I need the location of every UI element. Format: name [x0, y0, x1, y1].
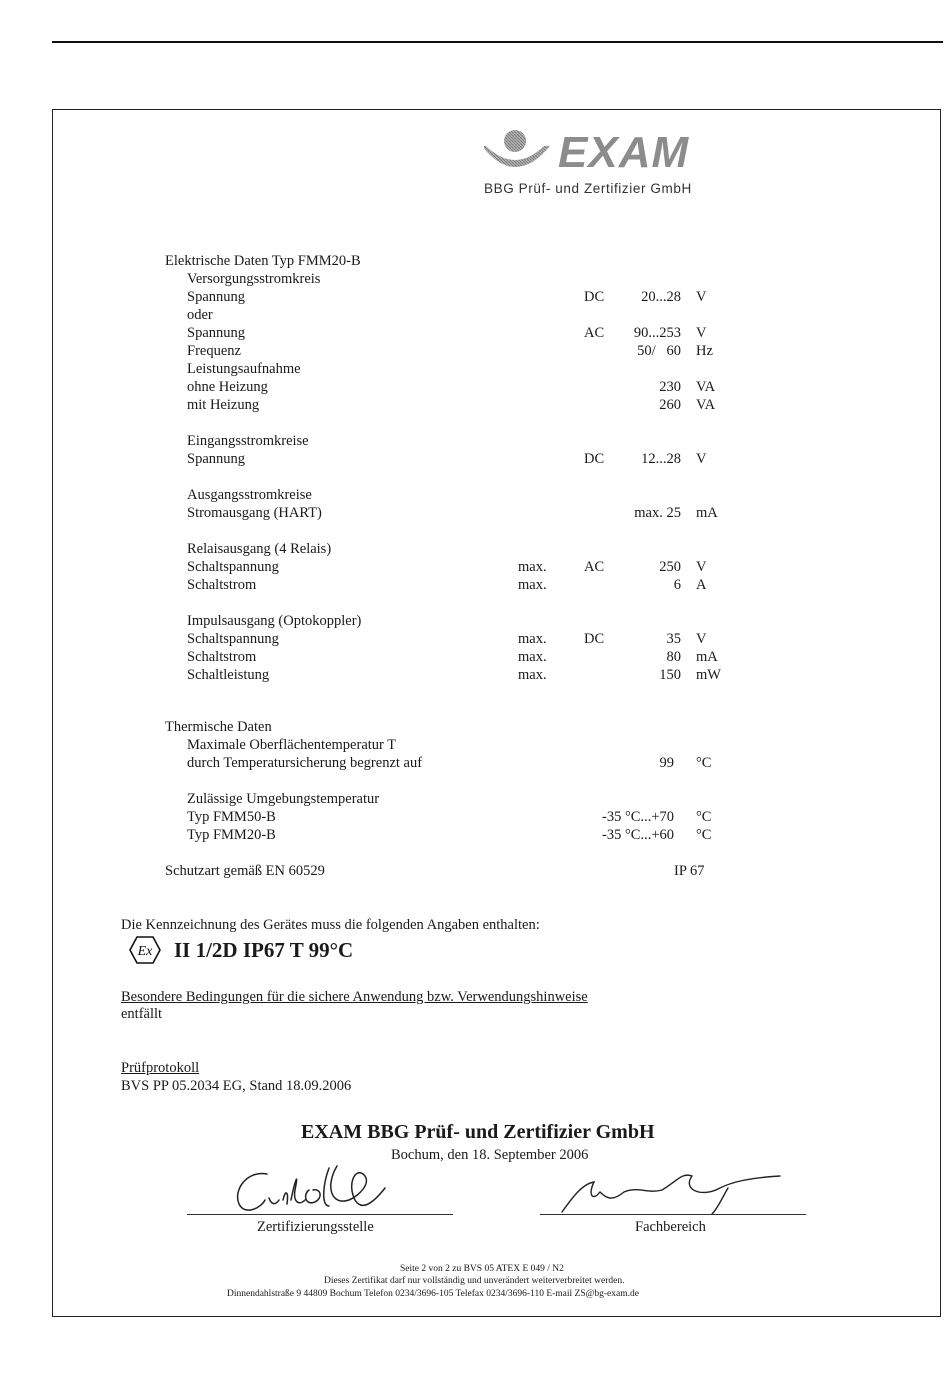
footer-notice: Dieses Zertifikat darf nur vollständig und unverändert weiterverbreitet werden.	[324, 1276, 625, 1286]
electrical-row-unit: mA	[696, 649, 718, 665]
electrical-row-label: Relaisausgang (4 Relais)	[187, 541, 332, 557]
thermal-row-value: 99	[659, 755, 674, 771]
ex-hexagon-icon	[128, 935, 162, 965]
issuer-place-date: Bochum, den 18. September 2006	[391, 1147, 589, 1163]
electrical-row-value: 6	[673, 577, 681, 593]
electrical-row-label: Schaltstrom	[187, 577, 257, 593]
electrical-row-unit: V	[696, 631, 707, 647]
electrical-row-type: AC	[584, 325, 605, 341]
electrical-row-label: Schaltstrom	[187, 649, 257, 665]
electrical-row-label: Spannung	[187, 325, 245, 341]
electrical-row-label: Eingangsstromkreise	[187, 433, 309, 449]
electrical-row-value: 80	[666, 649, 681, 665]
electrical-row-qualifier: max.	[518, 577, 547, 593]
logo-wordmark: EXAM	[558, 128, 690, 177]
signature-left	[225, 1160, 405, 1222]
electrical-row-label: Frequenz	[187, 343, 241, 359]
electrical-row-label: Schaltspannung	[187, 631, 279, 647]
electrical-row-label: Spannung	[187, 289, 245, 305]
electrical-row-unit: VA	[696, 379, 716, 395]
electrical-row-type: DC	[584, 289, 605, 305]
electrical-row-unit: V	[696, 289, 707, 305]
thermal-row-unit: °C	[696, 827, 712, 843]
electrical-row-unit: V	[696, 451, 707, 467]
electrical-row-unit: V	[696, 325, 707, 341]
thermal-row-unit: °C	[696, 809, 712, 825]
electrical-row-value: 260	[659, 397, 681, 413]
electrical-row-value: 250	[659, 559, 681, 575]
electrical-row-label: Spannung	[187, 451, 245, 467]
electrical-row-qualifier: max.	[518, 559, 547, 575]
electrical-row-type: DC	[584, 631, 605, 647]
electrical-row-unit: A	[696, 577, 707, 593]
thermal-row-label: Maximale Oberflächentemperatur T	[187, 737, 397, 753]
protection-label: Schutzart gemäß EN 60529	[165, 863, 325, 879]
electrical-row-unit: V	[696, 559, 707, 575]
electrical-row-qualifier: max.	[518, 667, 547, 683]
electrical-row-label: Schaltspannung	[187, 559, 279, 575]
electrical-row-unit: mA	[696, 505, 718, 521]
signature-right-label: Fachbereich	[635, 1219, 706, 1235]
conditions-heading: Besondere Bedingungen für die sichere Anwendung bzw. Verwendungshinweise	[121, 989, 588, 1005]
exam-logo-icon	[484, 128, 554, 182]
marking-intro: Die Kennzeichnung des Gerätes muss die folgenden Angaben enthalten:	[121, 917, 540, 933]
electrical-row-label: oder	[187, 307, 213, 323]
signature-line-right	[540, 1214, 806, 1215]
thermal-row-label: durch Temperatursicherung begrenzt auf	[187, 755, 423, 771]
electrical-row-value: 50/ 60	[637, 343, 681, 359]
marking-code: II 1/2D IP67 T 99°C	[174, 938, 354, 962]
electrical-row-label: ohne Heizung	[187, 379, 268, 395]
electrical-row-qualifier: max.	[518, 631, 547, 647]
electrical-row-value: max. 25	[634, 505, 681, 521]
footer-page-ref: Seite 2 von 2 zu BVS 05 ATEX E 049 / N2	[400, 1264, 564, 1274]
thermal-title: Thermische Daten	[165, 719, 272, 735]
electrical-row-label: Stromausgang (HART)	[187, 505, 322, 521]
conditions-text: entfällt	[121, 1006, 163, 1022]
electrical-title: Elektrische Daten Typ FMM20-B	[165, 253, 361, 269]
electrical-row-unit: VA	[696, 397, 716, 413]
electrical-row-label: Ausgangsstromkreise	[187, 487, 312, 503]
electrical-row-value: 150	[659, 667, 681, 683]
electrical-row-label: mit Heizung	[187, 397, 260, 413]
report-heading: Prüfprotokoll	[121, 1060, 200, 1076]
electrical-row-label: Leistungsaufnahme	[187, 361, 301, 377]
electrical-row-qualifier: max.	[518, 649, 547, 665]
electrical-row-label: Versorgungsstromkreis	[187, 271, 321, 287]
electrical-row-unit: mW	[696, 667, 721, 683]
footer-address: Dinnendahlstraße 9 44809 Bochum Telefon 0234/3696-105 Telefax 0234/3696-110 E-mail ZS@bg-exam.de	[227, 1289, 639, 1299]
logo-subtitle: BBG Prüf- und Zertifizier GmbH	[484, 181, 692, 196]
signature-left-label: Zertifizierungsstelle	[257, 1219, 374, 1235]
report-text: BVS PP 05.2034 EG, Stand 18.09.2006	[121, 1078, 352, 1094]
electrical-row-label: Impulsausgang (Optokoppler)	[187, 613, 362, 629]
protection-value: IP 67	[674, 863, 705, 879]
thermal-row-unit: °C	[696, 755, 712, 771]
electrical-row-type: AC	[584, 559, 605, 575]
ex-symbol-text: Ex	[137, 944, 153, 959]
electrical-row-value: 12...28	[641, 451, 681, 467]
electrical-row-value: 20...28	[641, 289, 681, 305]
signature-line-left	[187, 1214, 453, 1215]
electrical-row-value: 90...253	[633, 325, 681, 341]
thermal-row-label: Zulässige Umgebungstemperatur	[187, 791, 380, 807]
electrical-row-unit: Hz	[696, 343, 713, 359]
thermal-row-value: -35 °C...+70	[602, 809, 674, 825]
thermal-row-label: Typ FMM20-B	[187, 827, 276, 843]
electrical-row-value: 230	[659, 379, 681, 395]
thermal-row-label: Typ FMM50-B	[187, 809, 276, 825]
electrical-row-label: Schaltleistung	[187, 667, 270, 683]
electrical-row-value: 35	[666, 631, 681, 647]
top-rule	[52, 41, 943, 43]
thermal-row-value: -35 °C...+60	[602, 827, 674, 843]
issuer-name: EXAM BBG Prüf- und Zertifizier GmbH	[301, 1121, 655, 1143]
electrical-row-type: DC	[584, 451, 605, 467]
signature-right	[552, 1168, 792, 1218]
